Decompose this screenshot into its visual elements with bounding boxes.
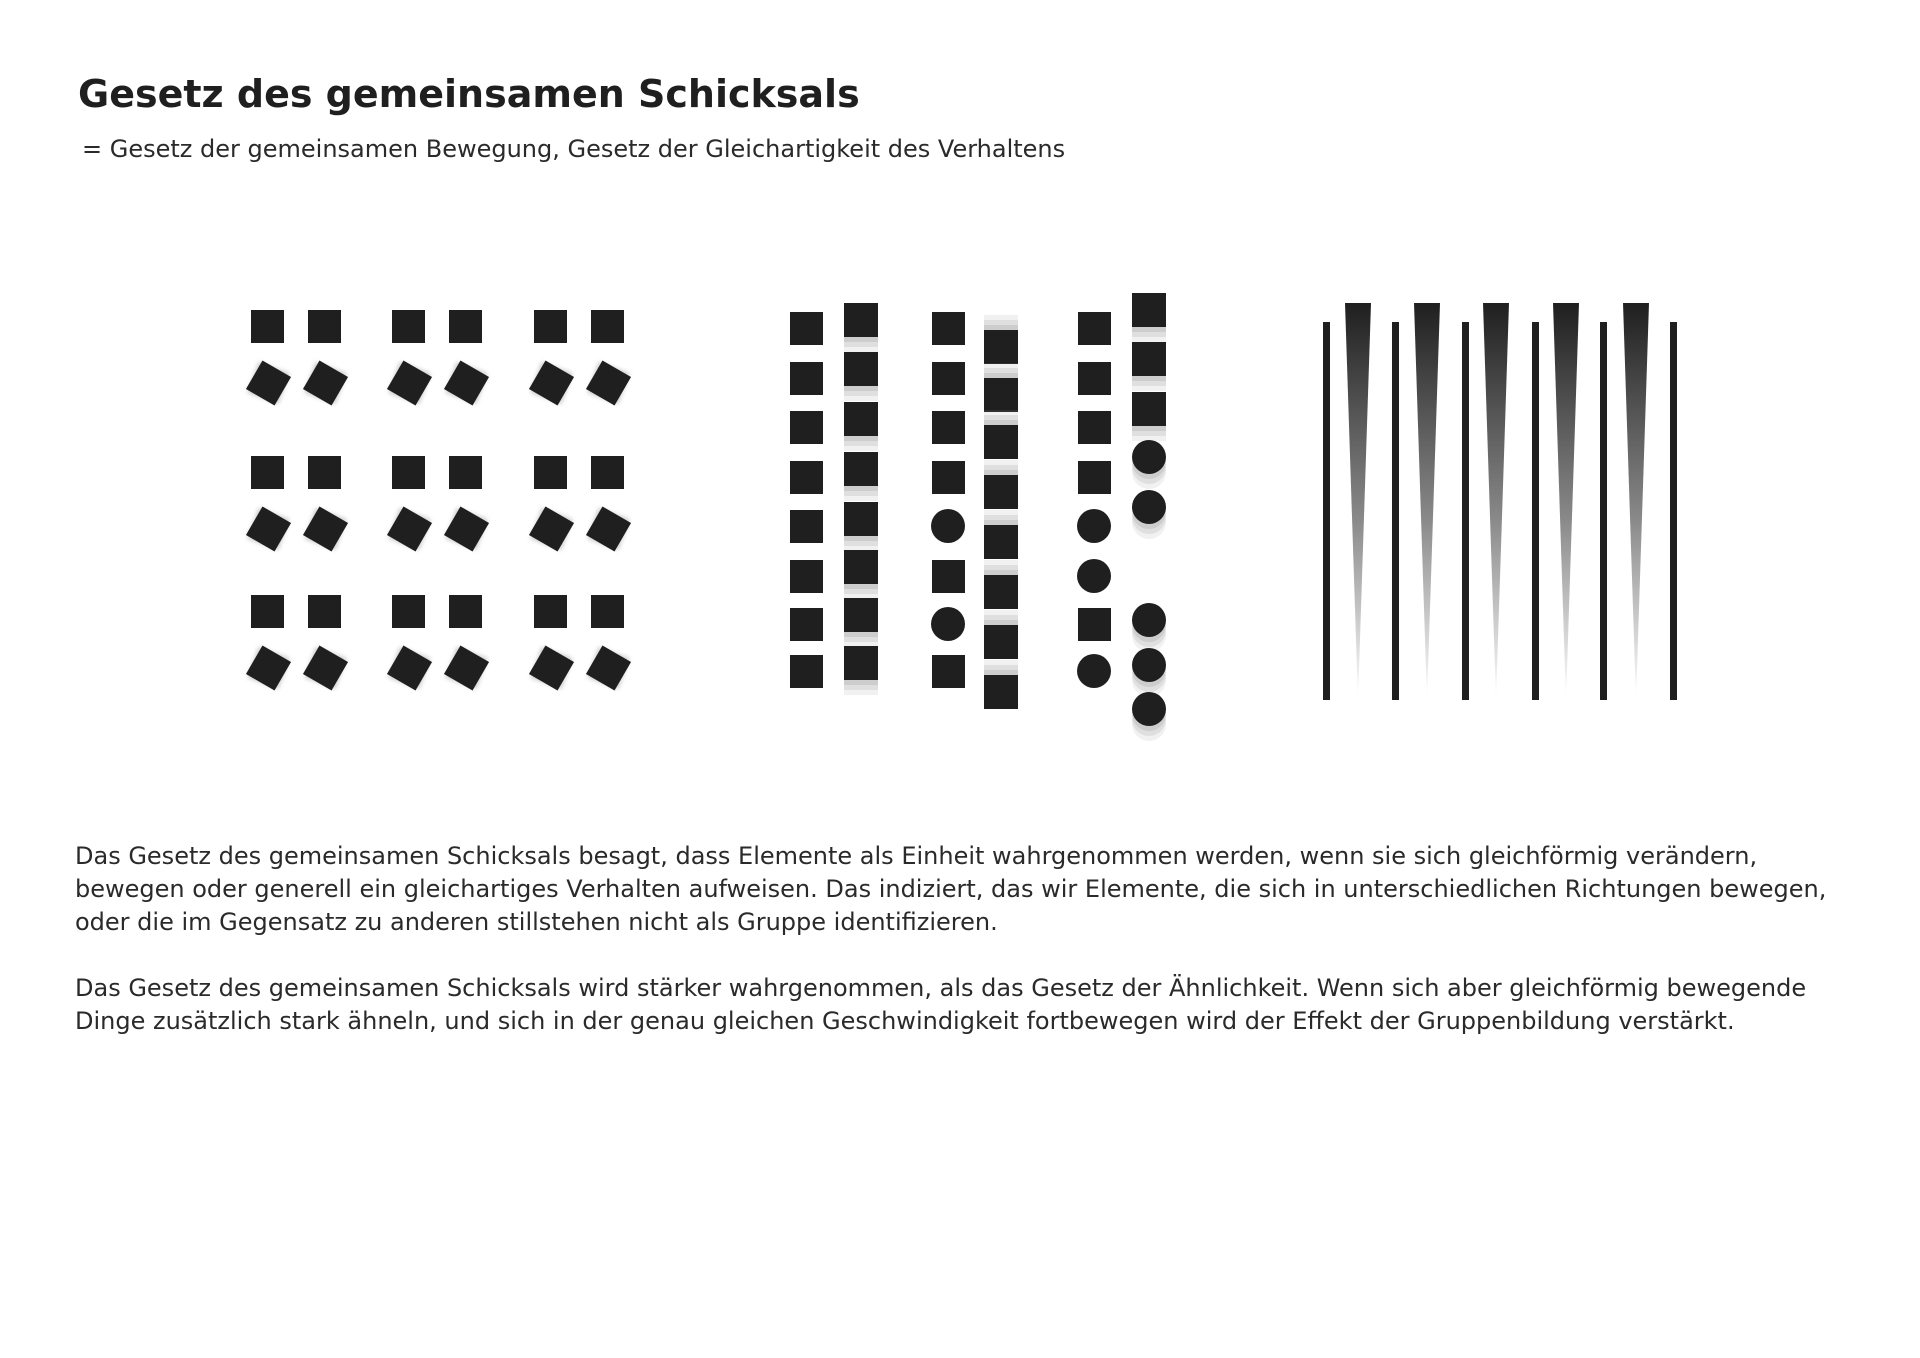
static-square bbox=[591, 456, 624, 489]
moving-square bbox=[844, 502, 878, 536]
moving-circle bbox=[1132, 490, 1166, 524]
rotating-squares-grid bbox=[246, 310, 631, 691]
static-bar bbox=[1532, 322, 1539, 700]
rotated-square bbox=[529, 645, 574, 690]
static-square bbox=[790, 362, 823, 395]
moving-square bbox=[984, 425, 1018, 459]
moving-square bbox=[844, 452, 878, 486]
static-bar bbox=[1323, 322, 1330, 700]
moving-square bbox=[984, 525, 1018, 559]
static-circle bbox=[1077, 559, 1111, 593]
static-square bbox=[591, 310, 624, 343]
static-square bbox=[392, 456, 425, 489]
static-square bbox=[790, 312, 823, 345]
rotated-square bbox=[303, 645, 348, 690]
gradient-spikes-diagram bbox=[1323, 303, 1677, 700]
static-square bbox=[534, 310, 567, 343]
moving-square bbox=[844, 402, 878, 436]
moving-square bbox=[984, 475, 1018, 509]
static-square bbox=[449, 595, 482, 628]
moving-circle bbox=[1132, 440, 1166, 474]
static-square bbox=[932, 362, 965, 395]
moving-circle bbox=[1132, 692, 1166, 726]
moving-circle bbox=[1132, 603, 1166, 637]
static-circle bbox=[1077, 509, 1111, 543]
moving-circle bbox=[1132, 648, 1166, 682]
static-square bbox=[308, 310, 341, 343]
gradient-spike bbox=[1414, 303, 1440, 700]
static-circle bbox=[931, 607, 965, 641]
gradient-spike bbox=[1553, 303, 1579, 700]
static-square bbox=[1078, 461, 1111, 494]
rotated-square bbox=[246, 360, 291, 405]
static-square bbox=[1078, 362, 1111, 395]
rotated-square bbox=[387, 360, 432, 405]
rotated-square bbox=[444, 506, 489, 551]
gradient-spike bbox=[1345, 303, 1371, 700]
static-square bbox=[251, 456, 284, 489]
static-square bbox=[790, 655, 823, 688]
moving-square bbox=[984, 330, 1018, 364]
rotated-square bbox=[387, 506, 432, 551]
moving-square bbox=[984, 675, 1018, 709]
static-square bbox=[932, 655, 965, 688]
body-paragraph-2: Das Gesetz des gemeinsamen Schicksals wird stärker wahrgenommen, als das Gesetz der Ähnlichkeit. Wenn sich aber gleichförmig bewegende Dinge zusätzlich stark ähneln, und sich in der genau gleichen Geschwindigkeit fortbewegen wird der Effekt der Gruppenbildung verstärkt. bbox=[75, 974, 1807, 1035]
static-square bbox=[308, 595, 341, 628]
rotated-square bbox=[444, 360, 489, 405]
rotated-square bbox=[303, 360, 348, 405]
static-square bbox=[1078, 312, 1111, 345]
static-bar bbox=[1392, 322, 1399, 700]
static-square bbox=[449, 456, 482, 489]
body-text bbox=[75, 840, 1865, 1071]
static-circle bbox=[931, 509, 965, 543]
rotated-square bbox=[586, 360, 631, 405]
static-square bbox=[591, 595, 624, 628]
static-circle bbox=[1077, 654, 1111, 688]
rotated-square bbox=[586, 506, 631, 551]
rotated-square bbox=[303, 506, 348, 551]
gradient-spike bbox=[1483, 303, 1509, 700]
static-square bbox=[251, 310, 284, 343]
rotated-square bbox=[586, 645, 631, 690]
page-subtitle: = Gesetz der gemeinsamen Bewegung, Gesetz der Gleichartigkeit des Verhaltens bbox=[82, 135, 1066, 163]
body-paragraph-1: Das Gesetz des gemeinsamen Schicksals besagt, dass Elemente als Einheit wahrgenommen werden, wenn sie sich gleichförmig verändern, bewegen oder generell ein gleichartiges Verhalten aufweisen. Das indiziert, das wir Elemente, die sich in unterschiedlichen Richtungen bewegen, oder die im Gegensatz zu anderen stillstehen nicht als Gruppe identifizieren. bbox=[75, 842, 1827, 936]
moving-square bbox=[844, 352, 878, 386]
moving-square bbox=[984, 625, 1018, 659]
moving-columns-diagram bbox=[790, 293, 1166, 741]
static-square bbox=[932, 560, 965, 593]
moving-square bbox=[844, 550, 878, 584]
static-square bbox=[932, 312, 965, 345]
rotated-square bbox=[246, 506, 291, 551]
moving-square bbox=[1132, 392, 1166, 426]
moving-square bbox=[984, 378, 1018, 412]
rotated-square bbox=[444, 645, 489, 690]
gradient-spike bbox=[1623, 303, 1649, 700]
rotated-square bbox=[529, 506, 574, 551]
static-square bbox=[790, 608, 823, 641]
static-square bbox=[932, 461, 965, 494]
moving-square bbox=[844, 646, 878, 680]
moving-square bbox=[1132, 293, 1166, 327]
static-square bbox=[392, 595, 425, 628]
rotated-square bbox=[246, 645, 291, 690]
moving-square bbox=[1132, 342, 1166, 376]
moving-square bbox=[844, 598, 878, 632]
static-square bbox=[790, 411, 823, 444]
page-title: Gesetz des gemeinsamen Schicksals bbox=[78, 72, 860, 116]
static-square bbox=[308, 456, 341, 489]
static-square bbox=[534, 456, 567, 489]
static-square bbox=[932, 411, 965, 444]
static-square bbox=[1078, 608, 1111, 641]
moving-square bbox=[844, 303, 878, 337]
rotated-square bbox=[529, 360, 574, 405]
static-square bbox=[790, 461, 823, 494]
static-bar bbox=[1670, 322, 1677, 700]
static-square bbox=[534, 595, 567, 628]
static-square bbox=[790, 560, 823, 593]
static-square bbox=[449, 310, 482, 343]
moving-square bbox=[984, 575, 1018, 609]
static-square bbox=[790, 510, 823, 543]
static-bar bbox=[1600, 322, 1607, 700]
static-square bbox=[392, 310, 425, 343]
rotated-square bbox=[387, 645, 432, 690]
static-square bbox=[1078, 411, 1111, 444]
static-bar bbox=[1462, 322, 1469, 700]
static-square bbox=[251, 595, 284, 628]
